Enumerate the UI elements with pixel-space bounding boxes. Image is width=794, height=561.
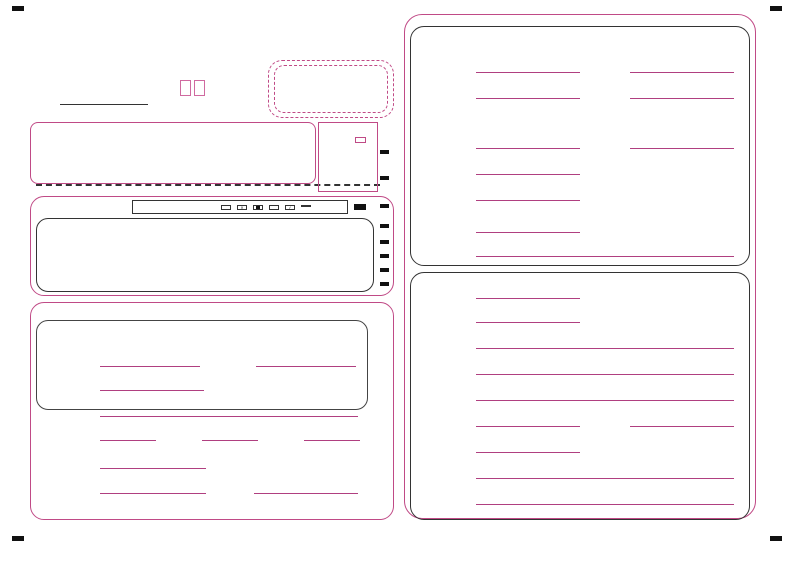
answer-line[interactable]	[476, 72, 580, 73]
timing-mark	[380, 176, 389, 180]
answer-line[interactable]	[476, 174, 580, 175]
answer-line[interactable]	[476, 200, 580, 201]
answer-line[interactable]	[630, 148, 734, 149]
answer-line[interactable]	[100, 416, 358, 417]
timing-mark	[770, 6, 782, 11]
timing-mark	[770, 536, 782, 541]
name-field[interactable]	[60, 104, 148, 105]
answer-line[interactable]	[100, 366, 200, 367]
answer-line[interactable]	[476, 374, 734, 375]
seat-box[interactable]	[180, 80, 191, 96]
answer-line[interactable]	[630, 98, 734, 99]
answer-line[interactable]	[630, 72, 734, 73]
answer-line[interactable]	[100, 468, 206, 469]
answer-line[interactable]	[476, 348, 734, 349]
answer-line[interactable]	[476, 426, 580, 427]
answer-line[interactable]	[100, 440, 156, 441]
answer-line[interactable]	[304, 440, 360, 441]
answer-line[interactable]	[256, 366, 356, 367]
answer-line[interactable]	[476, 322, 580, 323]
choice-inner	[36, 218, 374, 292]
timing-mark	[380, 150, 389, 154]
timing-mark	[12, 536, 24, 541]
answer-line[interactable]	[476, 504, 734, 505]
answer-line[interactable]	[476, 148, 580, 149]
wrong-fill-mark: ×	[237, 205, 247, 210]
answer-line[interactable]	[476, 232, 580, 233]
answer-line[interactable]	[476, 98, 580, 99]
answer-line[interactable]	[100, 493, 206, 494]
absent-box	[318, 122, 378, 192]
answer-line[interactable]	[630, 426, 734, 427]
answer-line[interactable]	[476, 452, 580, 453]
wrong-fill-mark: ✓	[285, 205, 295, 210]
answer-line[interactable]	[100, 390, 204, 391]
answer-line[interactable]	[476, 256, 734, 257]
notice-box	[30, 122, 316, 184]
barcode-area	[268, 60, 394, 118]
absent-checkbox[interactable]	[355, 137, 366, 143]
q23-box	[410, 272, 750, 520]
q22-box	[410, 26, 750, 266]
answer-line[interactable]	[254, 493, 358, 494]
answer-line[interactable]	[476, 298, 580, 299]
seat-box[interactable]	[194, 80, 205, 96]
choice-grid-frame	[36, 320, 368, 410]
answer-line[interactable]	[476, 478, 734, 479]
answer-line[interactable]	[476, 400, 734, 401]
answer-line[interactable]	[202, 440, 258, 441]
timing-mark	[12, 6, 24, 11]
